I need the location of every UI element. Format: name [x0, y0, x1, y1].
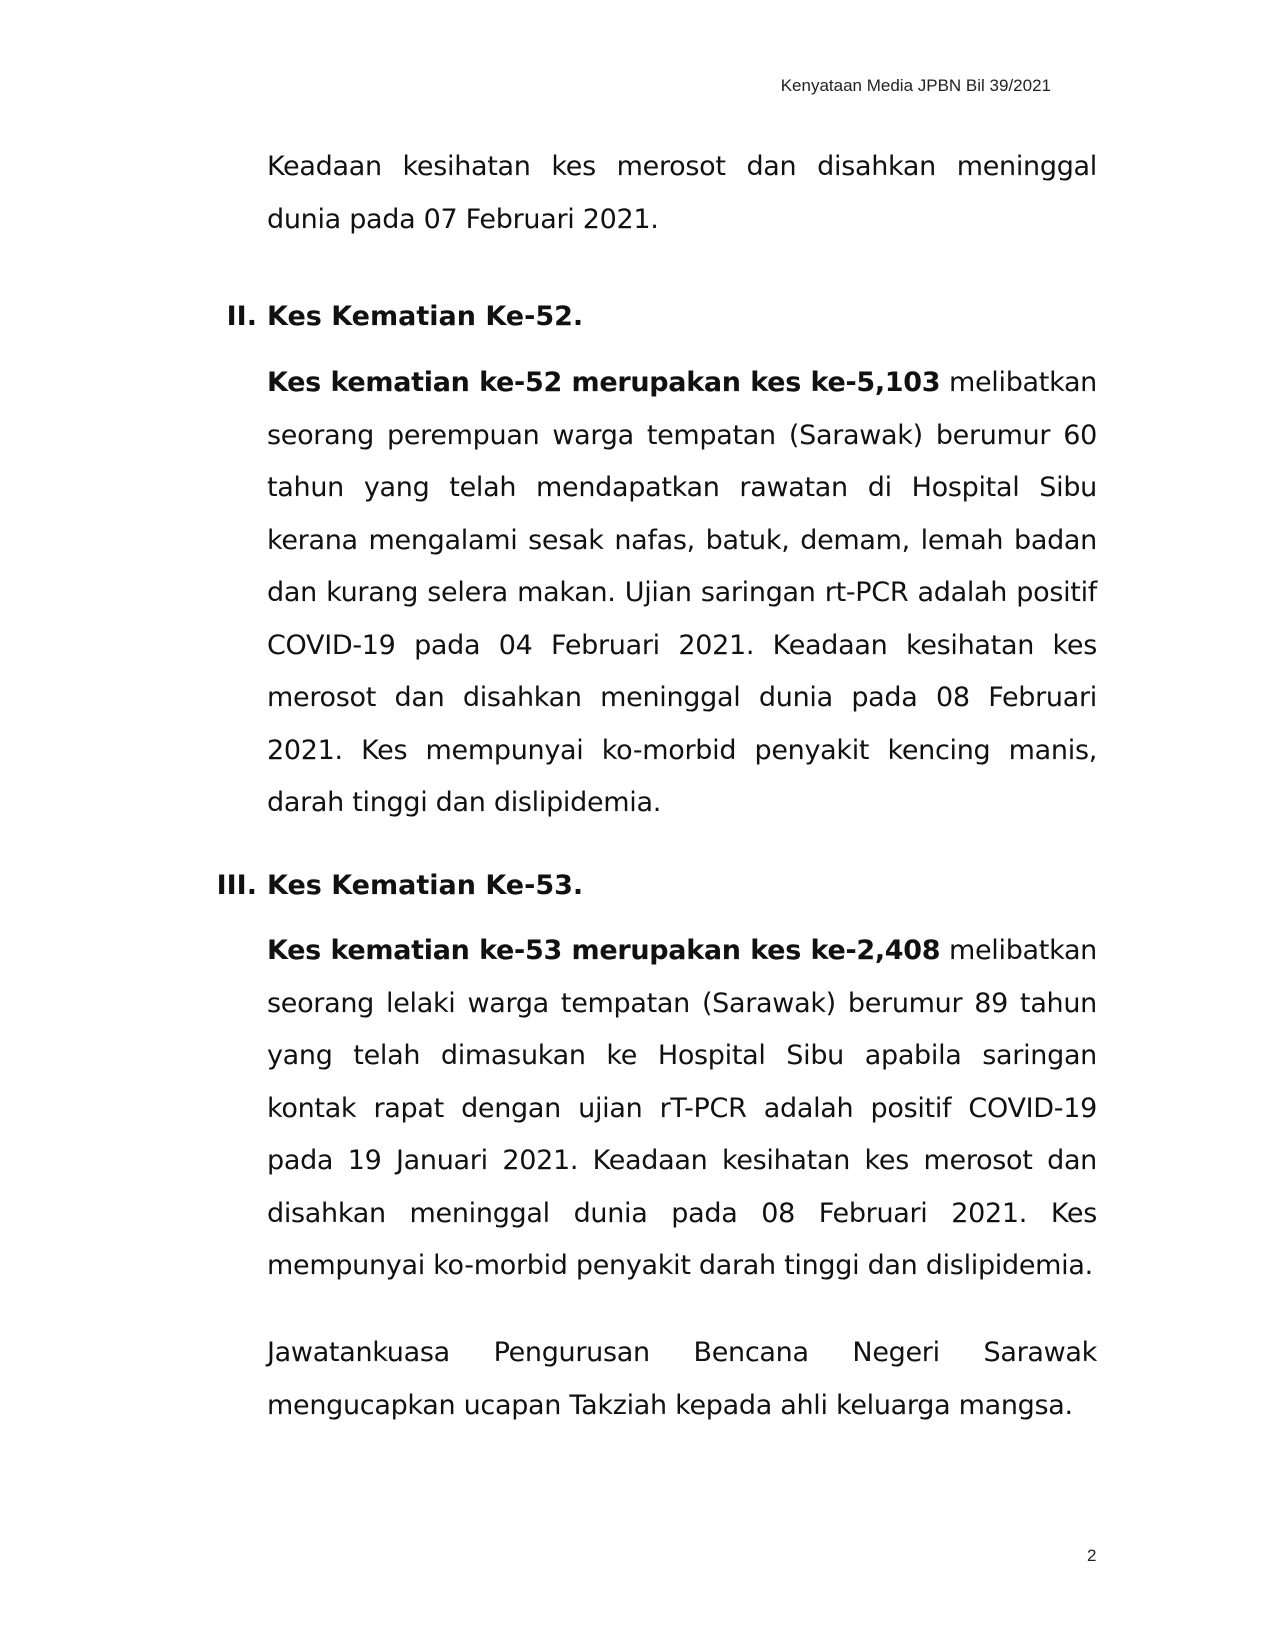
closing-line-2: mengucapkan ucapan Takziah kepada ahli keluarga mangsa. [267, 1389, 1073, 1421]
section-title: Kes Kematian Ke-52. [267, 301, 584, 332]
closing-line-1: Jawatankuasa Pengurusan Bencana Negeri Sarawak [267, 1337, 1097, 1368]
section-numeral: III. [216, 870, 257, 901]
section-title: Kes Kematian Ke-53. [267, 870, 584, 901]
section-lead-bold: Kes kematian ke-52 merupakan kes ke-5,103 [267, 367, 941, 398]
section-body: melibatkan seorang perempuan warga tempatan (Sarawak) berumur 60 tahun yang telah mendapatkan rawatan di Hospital Sibu kerana mengalami sesak nafas, batuk, demam, lemah badan dan kurang selera makan. Ujian saringan rt-PCR adalah positif COVID-19 pada 04 Februari 2021. Keadaan kesihatan kes merosot dan disahkan meninggal dunia pada 08 Februari 2021. Kes mempunyai ko-morbid penyakit kencing manis, darah tinggi dan dislipidemia. [267, 367, 1097, 818]
document-reference-header: Kenyataan Media JPBN Bil 39/2021 [780, 76, 1051, 95]
intro-paragraph: Keadaan kesihatan kes merosot dan disahkan meninggal dunia pada 07 Februari 2021. [267, 151, 1097, 235]
section-numeral: II. [226, 301, 257, 332]
closing-paragraph [267, 1327, 1097, 1432]
section-lead-bold: Kes kematian ke-53 merupakan kes ke-2,408 [267, 935, 941, 966]
page-number: 2 [1087, 1546, 1097, 1565]
section-iii-paragraph [267, 925, 1097, 1293]
section-body: melibatkan seorang lelaki warga tempatan (Sarawak) berumur 89 tahun yang telah dimasukan ke Hospital Sibu apabila saringan kontak rapat dengan ujian rT-PCR adalah positif COVID-19 pada 19 Januari 2021. Keadaan kesihatan kes merosot dan disahkan meninggal dunia pada 08 Februari 2021. Kes mempunyai ko-morbid penyakit darah tinggi dan dislipidemia. [267, 935, 1097, 1281]
section-ii-paragraph [267, 357, 1097, 830]
